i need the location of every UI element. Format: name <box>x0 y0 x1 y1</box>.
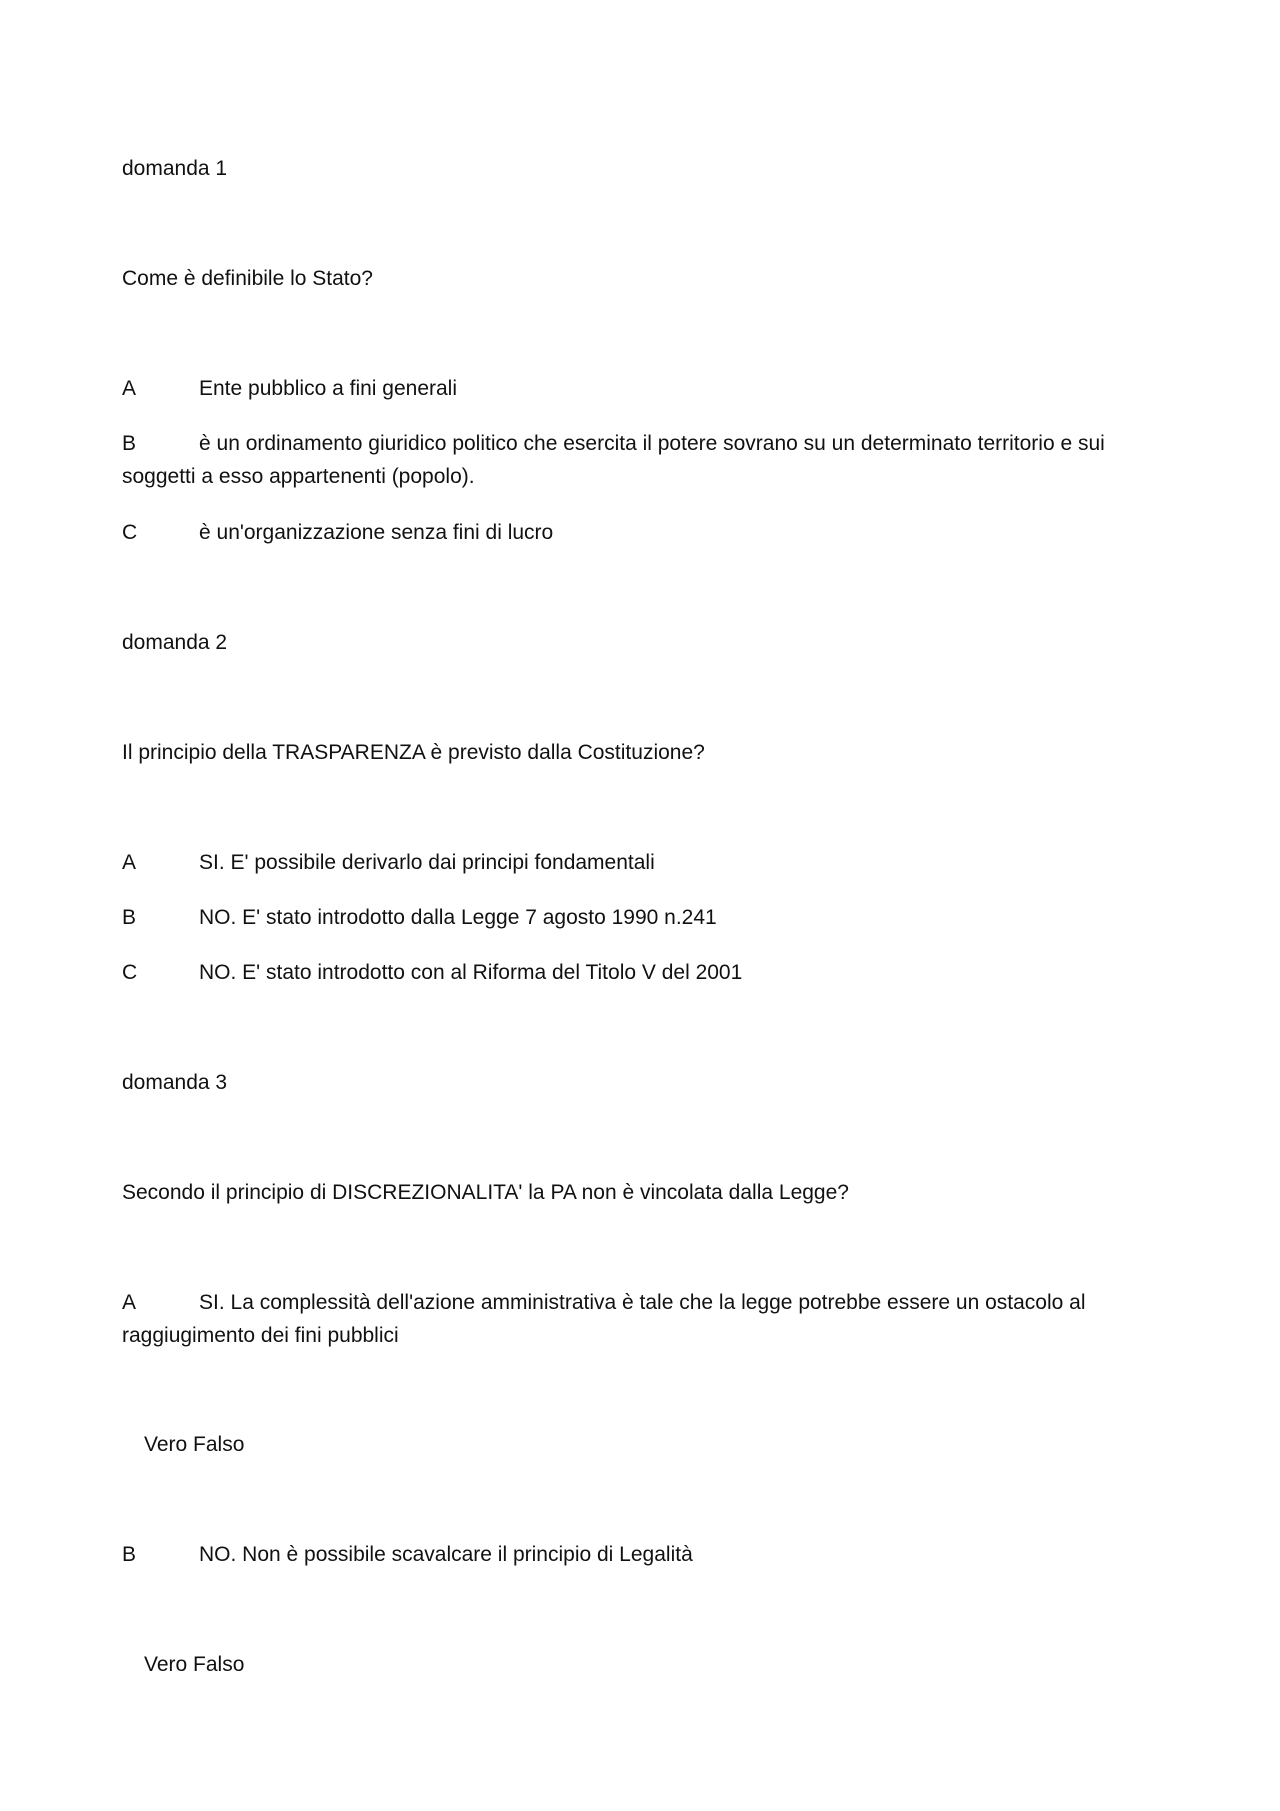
answer-option <box>122 1538 1162 1571</box>
option-letter: C <box>122 961 138 984</box>
question-text: Come è definibile lo Stato? <box>122 267 373 290</box>
question-text: Il principio della TRASPARENZA è previsto dalla Costituzione? <box>122 741 705 764</box>
question-heading: domanda 2 <box>122 631 228 654</box>
option-letter: B <box>122 906 137 929</box>
option-text: è un'organizzazione senza fini di lucro <box>199 521 554 544</box>
option-letter: A <box>122 1291 137 1314</box>
option-letter: A <box>122 377 137 400</box>
option-text: NO. Non è possibile scavalcare il principio di Legalità <box>199 1543 693 1566</box>
option-text: SI. E' possibile derivarlo dai principi fondamentali <box>199 851 655 874</box>
option-letter: C <box>122 521 138 544</box>
answer-option <box>122 901 1162 934</box>
answer-option <box>122 846 1162 879</box>
option-text: NO. E' stato introdotto con al Riforma del Titolo V del 2001 <box>199 961 743 984</box>
option-text: NO. E' stato introdotto dalla Legge 7 agosto 1990 n.241 <box>199 906 717 929</box>
option-text: è un ordinamento giuridico politico che esercita il potere sovrano su un determinato territorio e sui soggetti a esso appartenenti (popolo). <box>122 432 1105 488</box>
option-letter: A <box>122 851 137 874</box>
answer-option <box>122 516 1162 549</box>
true-false-choice[interactable]: Vero Falso <box>144 1653 245 1676</box>
option-text: SI. La complessità dell'azione amministrativa è tale che la legge potrebbe essere un ostacolo al raggiugimento dei fini pubblici <box>122 1291 1086 1347</box>
answer-option <box>122 1286 1162 1352</box>
answer-option <box>122 427 1162 493</box>
question-text: Secondo il principio di DISCREZIONALITA' la PA non è vincolata dalla Legge? <box>122 1181 849 1204</box>
option-text: Ente pubblico a fini generali <box>199 377 458 400</box>
option-letter: B <box>122 1543 137 1566</box>
option-letter: B <box>122 432 137 455</box>
true-false-choice[interactable]: Vero Falso <box>144 1433 245 1456</box>
answer-option <box>122 372 1162 405</box>
question-heading: domanda 1 <box>122 157 228 180</box>
answer-option <box>122 956 1162 989</box>
question-heading: domanda 3 <box>122 1071 228 1094</box>
